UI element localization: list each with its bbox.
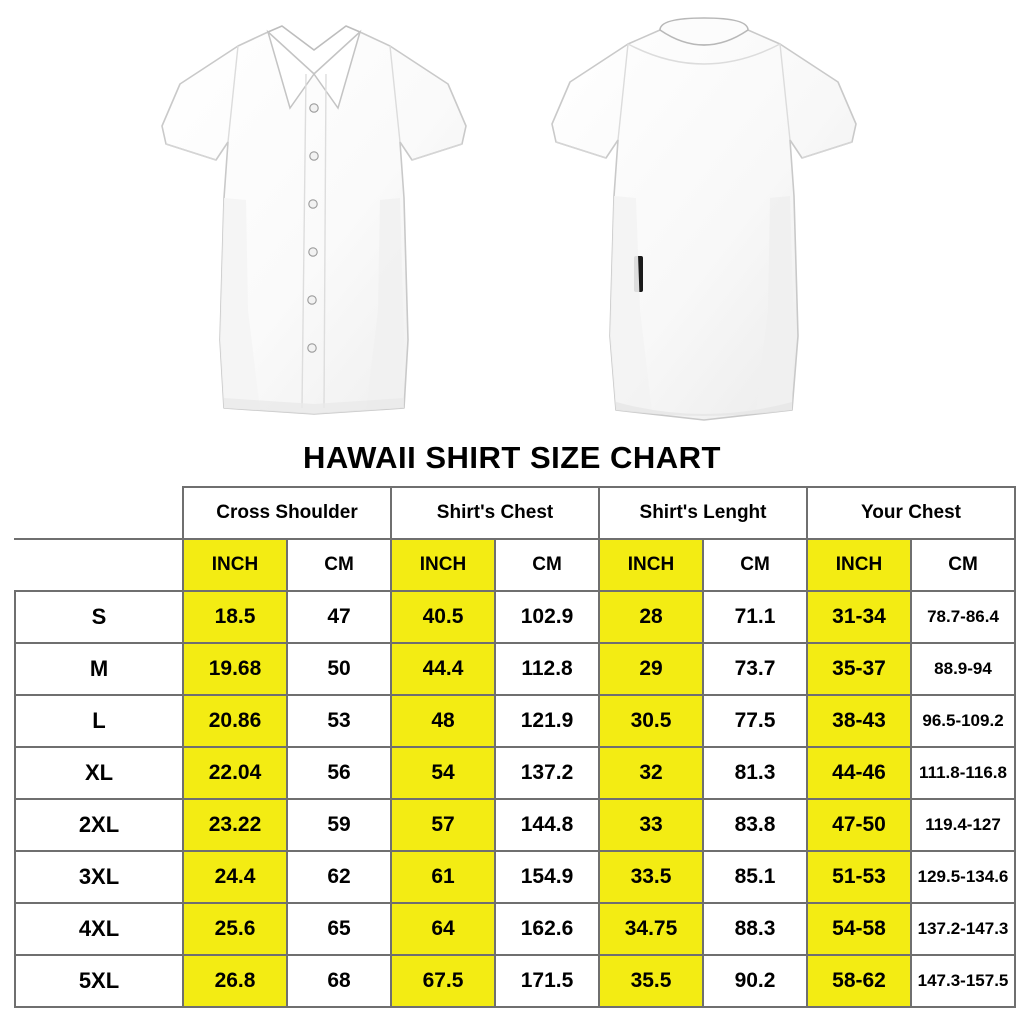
cell-shirts-lenght-cm: 77.5 — [703, 695, 807, 747]
unit-header-shirts-chest-inch: INCH — [391, 539, 495, 591]
cell-shirts-lenght-inch: 35.5 — [599, 955, 703, 1007]
row-size-label: 5XL — [15, 955, 183, 1007]
cell-shirts-lenght-cm: 85.1 — [703, 851, 807, 903]
cell-cross-shoulder-cm: 56 — [287, 747, 391, 799]
cell-your-chest-inch: 38-43 — [807, 695, 911, 747]
cell-shirts-chest-inch: 57 — [391, 799, 495, 851]
cell-shirts-lenght-inch: 28 — [599, 591, 703, 643]
cell-cross-shoulder-cm: 50 — [287, 643, 391, 695]
cell-shirts-chest-inch: 54 — [391, 747, 495, 799]
cell-cross-shoulder-inch: 26.8 — [183, 955, 287, 1007]
page-title: HAWAII SHIRT SIZE CHART — [303, 440, 721, 475]
table-row — [15, 903, 1015, 955]
cell-cross-shoulder-cm: 47 — [287, 591, 391, 643]
cell-shirts-lenght-inch: 33.5 — [599, 851, 703, 903]
cell-your-chest-cm: 88.9-94 — [911, 643, 1015, 695]
cell-your-chest-cm: 129.5-134.6 — [911, 851, 1015, 903]
row-size-label: S — [15, 591, 183, 643]
cell-cross-shoulder-inch: 20.86 — [183, 695, 287, 747]
cell-your-chest-inch: 54-58 — [807, 903, 911, 955]
cell-shirts-chest-cm: 112.8 — [495, 643, 599, 695]
cell-shirts-lenght-cm: 71.1 — [703, 591, 807, 643]
row-size-label: L — [15, 695, 183, 747]
cell-cross-shoulder-inch: 25.6 — [183, 903, 287, 955]
table-row — [15, 747, 1015, 799]
table-row — [15, 851, 1015, 903]
row-size-label: 3XL — [15, 851, 183, 903]
cell-your-chest-inch: 35-37 — [807, 643, 911, 695]
cell-shirts-lenght-cm: 73.7 — [703, 643, 807, 695]
cell-your-chest-inch: 58-62 — [807, 955, 911, 1007]
cell-shirts-chest-cm: 137.2 — [495, 747, 599, 799]
cell-shirts-chest-cm: 121.9 — [495, 695, 599, 747]
group-header-shirts-chest: Shirt's Chest — [391, 487, 599, 539]
cell-your-chest-cm: 119.4-127 — [911, 799, 1015, 851]
row-size-label: 4XL — [15, 903, 183, 955]
size-chart-table — [14, 486, 1016, 1008]
cell-cross-shoulder-cm: 68 — [287, 955, 391, 1007]
cell-shirts-chest-cm: 102.9 — [495, 591, 599, 643]
cell-your-chest-inch: 47-50 — [807, 799, 911, 851]
cell-your-chest-cm: 96.5-109.2 — [911, 695, 1015, 747]
cell-shirts-lenght-cm: 88.3 — [703, 903, 807, 955]
row-size-label: M — [15, 643, 183, 695]
row-size-label: 2XL — [15, 799, 183, 851]
unit-header-shirts-lenght-cm: CM — [703, 539, 807, 591]
unit-header-cross-shoulder-cm: CM — [287, 539, 391, 591]
cell-shirts-chest-inch: 40.5 — [391, 591, 495, 643]
cell-cross-shoulder-inch: 18.5 — [183, 591, 287, 643]
cell-shirts-lenght-inch: 32 — [599, 747, 703, 799]
corner-cell — [15, 487, 183, 539]
shirt-illustrations — [0, 0, 1024, 440]
cell-shirts-chest-inch: 44.4 — [391, 643, 495, 695]
cell-shirts-lenght-cm: 83.8 — [703, 799, 807, 851]
table-unit-header-row — [15, 539, 1015, 591]
row-size-label: XL — [15, 747, 183, 799]
cell-shirts-lenght-inch: 34.75 — [599, 903, 703, 955]
unit-header-cross-shoulder-inch: INCH — [183, 539, 287, 591]
shirt-front-view — [150, 10, 480, 435]
cell-shirts-lenght-cm: 81.3 — [703, 747, 807, 799]
cell-shirts-chest-inch: 61 — [391, 851, 495, 903]
unit-header-your-chest-cm: CM — [911, 539, 1015, 591]
group-header-your-chest: Your Chest — [807, 487, 1015, 539]
cell-cross-shoulder-inch: 22.04 — [183, 747, 287, 799]
table-row — [15, 695, 1015, 747]
cell-cross-shoulder-cm: 65 — [287, 903, 391, 955]
table-row — [15, 591, 1015, 643]
cell-cross-shoulder-cm: 59 — [287, 799, 391, 851]
cell-shirts-chest-cm: 171.5 — [495, 955, 599, 1007]
cell-your-chest-cm: 78.7-86.4 — [911, 591, 1015, 643]
cell-your-chest-inch: 51-53 — [807, 851, 911, 903]
cell-shirts-chest-inch: 48 — [391, 695, 495, 747]
cell-cross-shoulder-cm: 62 — [287, 851, 391, 903]
table-row — [15, 799, 1015, 851]
unit-header-shirts-lenght-inch: INCH — [599, 539, 703, 591]
cell-shirts-lenght-inch: 30.5 — [599, 695, 703, 747]
shirt-back-view — [540, 10, 870, 435]
cell-shirts-chest-inch: 64 — [391, 903, 495, 955]
cell-shirts-lenght-inch: 33 — [599, 799, 703, 851]
cell-cross-shoulder-cm: 53 — [287, 695, 391, 747]
cell-cross-shoulder-inch: 24.4 — [183, 851, 287, 903]
cell-shirts-lenght-inch: 29 — [599, 643, 703, 695]
cell-shirts-chest-cm: 144.8 — [495, 799, 599, 851]
cell-cross-shoulder-inch: 23.22 — [183, 799, 287, 851]
table-row — [15, 955, 1015, 1007]
cell-shirts-lenght-cm: 90.2 — [703, 955, 807, 1007]
cell-your-chest-inch: 44-46 — [807, 747, 911, 799]
group-header-shirts-lenght: Shirt's Lenght — [599, 487, 807, 539]
size-chart-table-wrapper — [0, 486, 1024, 1008]
table-group-header-row — [15, 487, 1015, 539]
unit-header-your-chest-inch: INCH — [807, 539, 911, 591]
cell-cross-shoulder-inch: 19.68 — [183, 643, 287, 695]
unit-header-shirts-chest-cm: CM — [495, 539, 599, 591]
cell-your-chest-cm: 147.3-157.5 — [911, 955, 1015, 1007]
cell-your-chest-cm: 137.2-147.3 — [911, 903, 1015, 955]
cell-your-chest-cm: 111.8-116.8 — [911, 747, 1015, 799]
corner-cell-2 — [15, 539, 183, 591]
cell-shirts-chest-cm: 162.6 — [495, 903, 599, 955]
group-header-cross-shoulder: Cross Shoulder — [183, 487, 391, 539]
cell-shirts-chest-inch: 67.5 — [391, 955, 495, 1007]
cell-shirts-chest-cm: 154.9 — [495, 851, 599, 903]
table-row — [15, 643, 1015, 695]
cell-your-chest-inch: 31-34 — [807, 591, 911, 643]
